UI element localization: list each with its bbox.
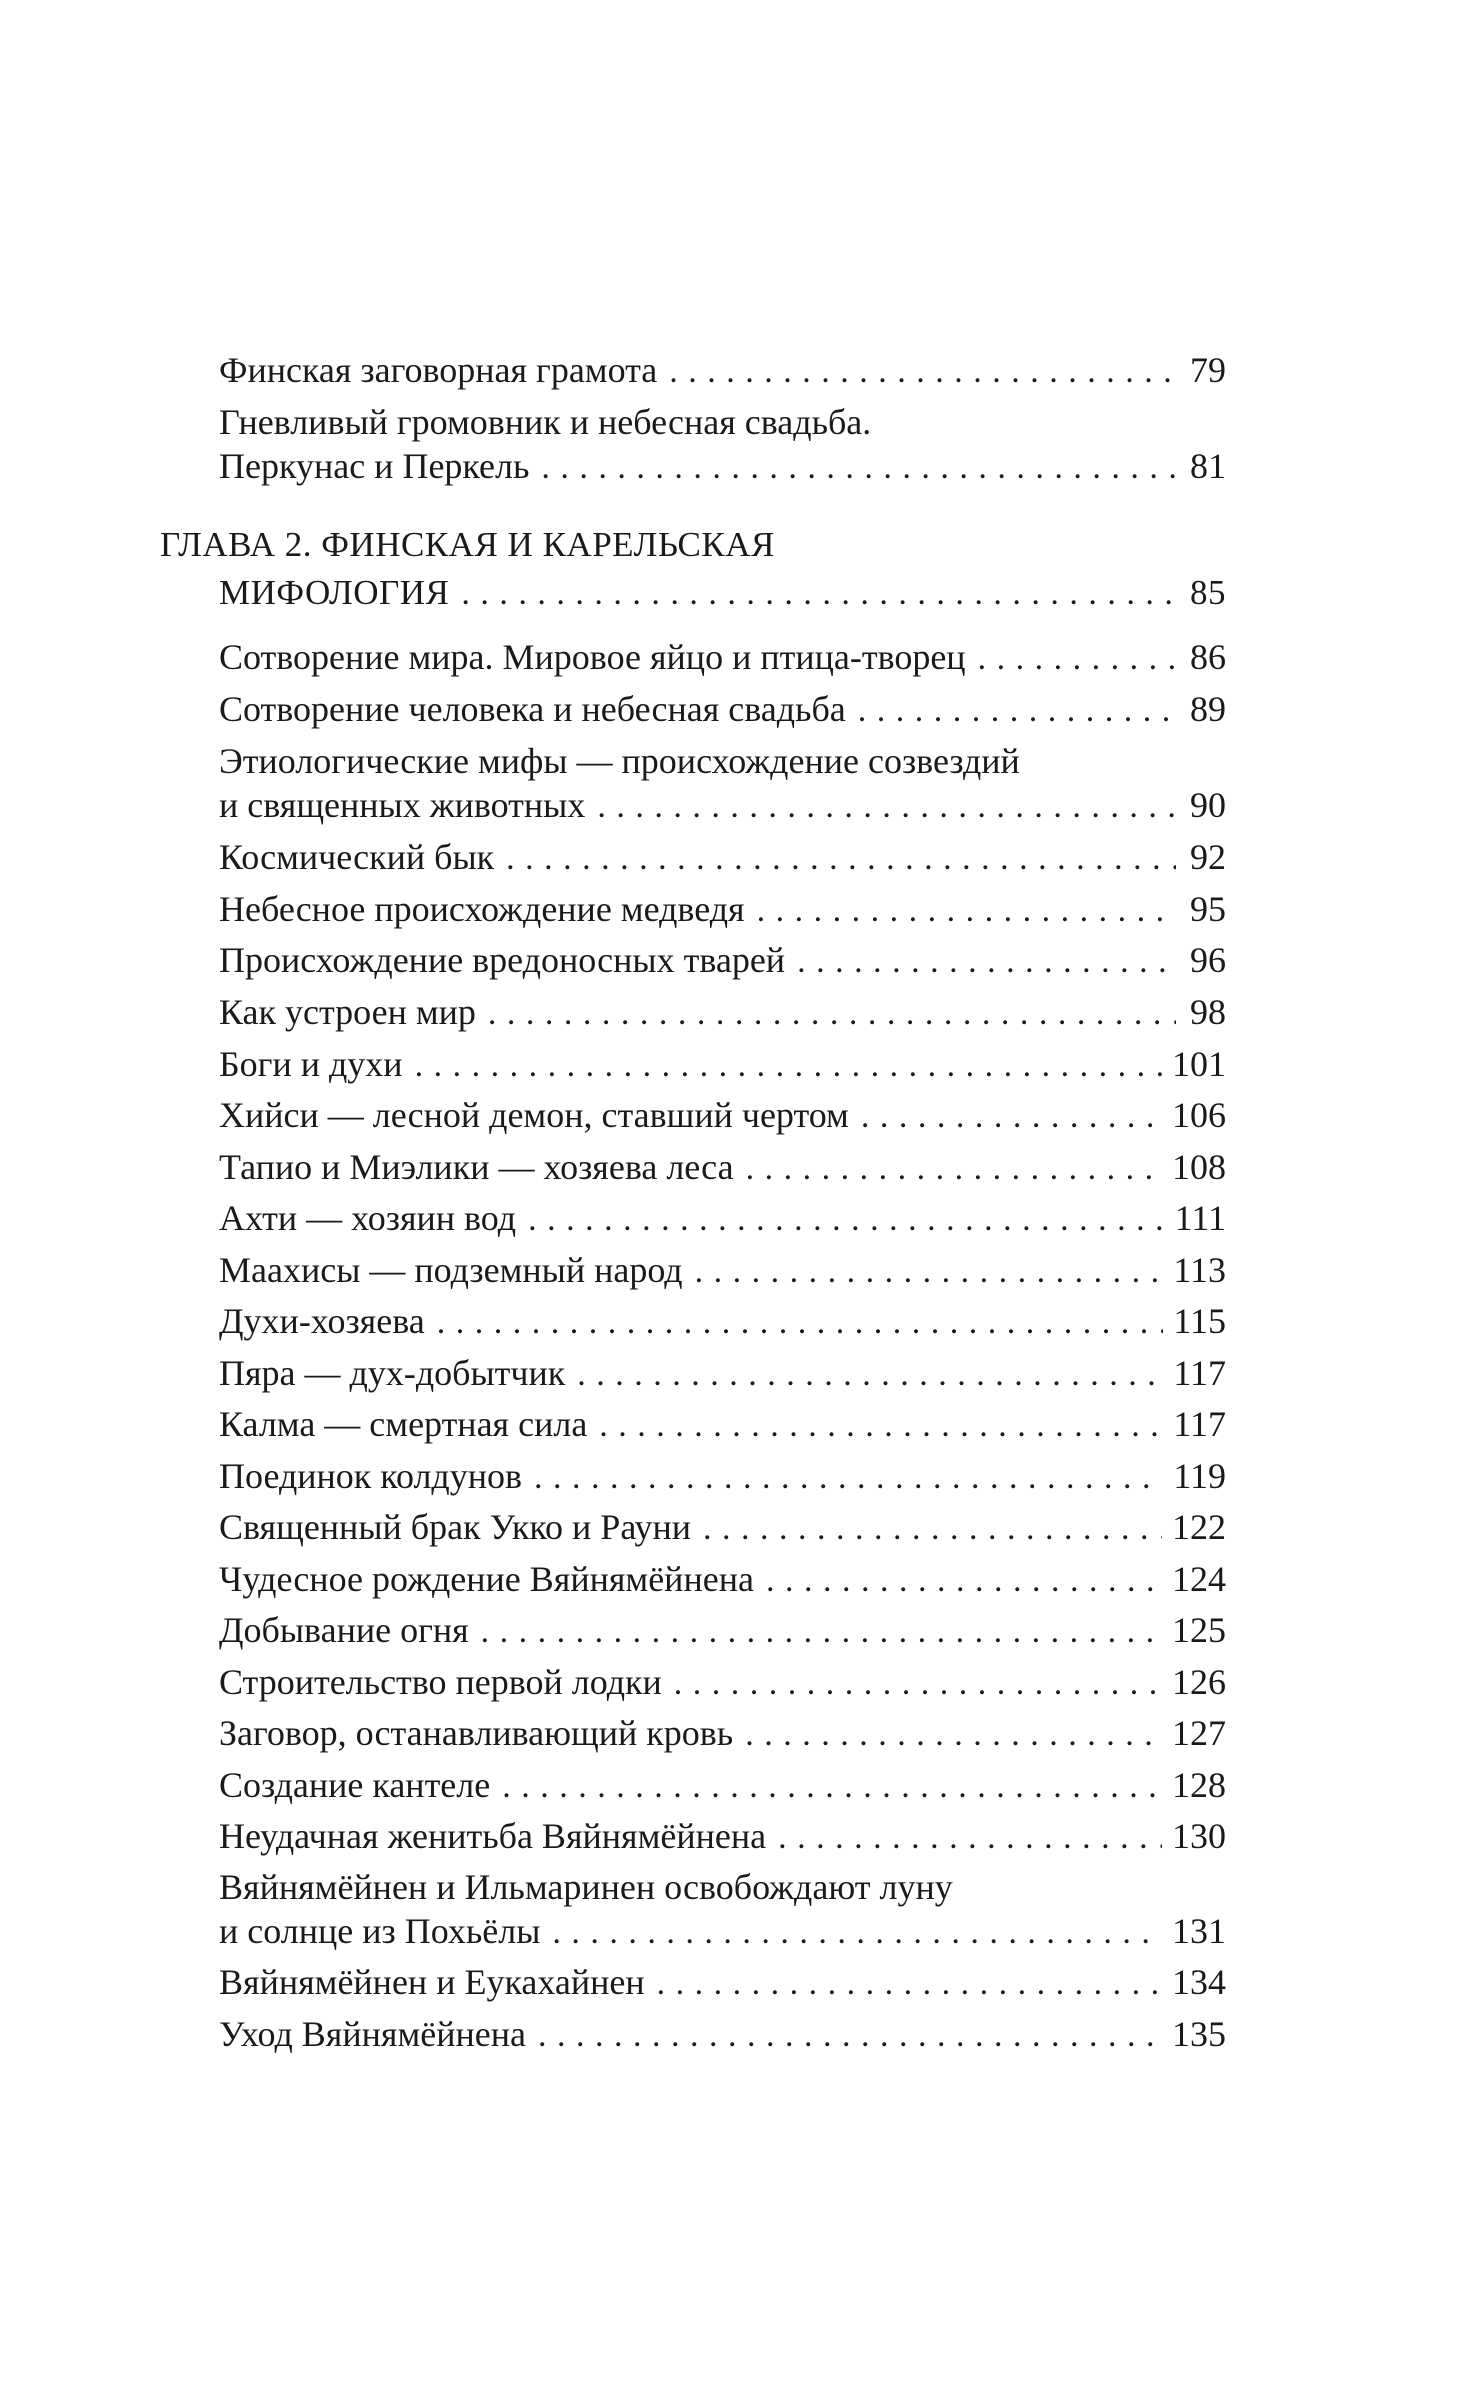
toc-entry[interactable] [219, 1090, 1226, 1140]
toc-entry-title: Сотворение мира. Мировое яйцо и птица-творец [219, 637, 966, 677]
toc-entry[interactable] [219, 780, 1226, 830]
dot-leader [674, 1657, 1162, 1707]
toc-entry[interactable] [219, 1348, 1226, 1398]
toc-entry-title: Чудесное рождение Вяйнямёйнена [219, 1559, 754, 1599]
toc-entry-title: Ахти — хозяин вод [219, 1198, 517, 1238]
toc-entry-page: 117 [1173, 1353, 1226, 1393]
toc-entry-title: Маахисы — подземный народ [219, 1250, 683, 1290]
toc-entry-title: Поединок колдунов [219, 1456, 523, 1496]
toc-entry-page: 101 [1172, 1044, 1226, 1084]
toc-entry-title: Строительство первой лодки [219, 1662, 662, 1702]
toc-entry[interactable] [219, 1906, 1226, 1956]
toc-entry-page: 108 [1172, 1147, 1226, 1187]
toc-entry-title-first-line: Гневливый громовник и небесная свадьба. [219, 402, 872, 442]
toc-entry[interactable] [219, 987, 1226, 1037]
dot-leader [745, 1708, 1162, 1758]
dot-leader [695, 1245, 1164, 1295]
toc-entry-page: 95 [1190, 889, 1226, 929]
toc-entry-page: 131 [1172, 1911, 1226, 1951]
toc-entry[interactable] [219, 1554, 1226, 1604]
dot-leader [757, 884, 1176, 934]
dot-leader [437, 1296, 1164, 1346]
toc-entry[interactable] [219, 935, 1226, 985]
chapter-heading-line[interactable] [160, 520, 1226, 570]
toc-entry-page: 130 [1172, 1816, 1226, 1856]
toc-entry-page: 126 [1172, 1662, 1226, 1702]
toc-entry-title: Происхождение вредоносных тварей [219, 940, 786, 980]
toc-entry-title: Заговор, останавливающий кровь [219, 1713, 734, 1753]
toc-entry[interactable] [219, 1657, 1226, 1707]
dot-leader [538, 2009, 1162, 2059]
dot-leader [858, 684, 1176, 734]
toc-entry-page: 86 [1190, 637, 1226, 677]
toc-entry-page: 79 [1190, 350, 1226, 390]
toc-entry-title: Духи-хозяева [219, 1301, 425, 1341]
dot-leader [978, 632, 1176, 682]
toc-entry-page: 115 [1173, 1301, 1226, 1341]
toc-entry-title: Перкунас и Перкель [219, 446, 530, 486]
toc-entry-page: 81 [1190, 446, 1226, 486]
chapter-heading-page: 85 [1190, 573, 1226, 612]
toc-entry[interactable] [219, 1760, 1226, 1810]
toc-entry-title: Неудачная женитьба Вяйнямёйнена [219, 1816, 767, 1856]
dot-leader [461, 568, 1176, 618]
dot-leader [669, 345, 1176, 395]
toc-entry-title: Тапио и Миэлики — хозяева леса [219, 1147, 734, 1187]
toc-entry-title: Уход Вяйнямёйнена [219, 2014, 526, 2054]
toc-entry-title: Добывание огня [219, 1610, 469, 1650]
toc-entry[interactable] [219, 1039, 1226, 1089]
toc-entry-page: 92 [1190, 837, 1226, 877]
toc-entry-page: 127 [1172, 1713, 1226, 1753]
toc-entry-title: Как устроен мир [219, 992, 476, 1032]
dot-leader [502, 1760, 1162, 1810]
toc-entry[interactable] [219, 1708, 1226, 1758]
dot-leader [481, 1605, 1162, 1655]
toc-entry-page: 113 [1173, 1250, 1226, 1290]
chapter-heading-title: МИФОЛОГИЯ [219, 573, 450, 612]
toc-entry[interactable] [219, 1142, 1226, 1192]
toc-entry[interactable] [219, 441, 1226, 491]
toc-entry-title: Небесное происхождение медведя [219, 889, 745, 929]
toc-entry-title: Космический бык [219, 837, 495, 877]
dot-leader [797, 935, 1176, 985]
toc-entry-title: Священный брак Укко и Рауни [219, 1507, 692, 1547]
toc-entry[interactable] [219, 1193, 1226, 1243]
toc-entry-page: 119 [1173, 1456, 1226, 1496]
toc-entry-page: 98 [1190, 992, 1226, 1032]
toc-entry-title: Сотворение человека и небесная свадьба [219, 689, 846, 729]
toc-entry-title-first-line: Этиологические мифы — происхождение созвездий [219, 741, 1020, 781]
toc-entry-title-first-line: Вяйнямёйнен и Ильмаринен освобождают луну [219, 1867, 953, 1907]
toc-entry-title-line[interactable] [219, 1862, 1226, 1912]
dot-leader [528, 1193, 1165, 1243]
toc-entry[interactable] [219, 1245, 1226, 1295]
dot-leader [577, 1348, 1163, 1398]
toc-entry-title: Боги и духи [219, 1044, 403, 1084]
toc-entry-title: Вяйнямёйнен и Еукахайнен [219, 1962, 645, 2002]
toc-entry-title: Создание кантеле [219, 1765, 491, 1805]
dot-leader [541, 441, 1176, 491]
toc-entry[interactable] [219, 1957, 1226, 2007]
chapter-heading[interactable] [219, 568, 1226, 618]
toc-entry-title: Калма — смертная сила [219, 1404, 588, 1444]
dot-leader [746, 1142, 1162, 1192]
toc-entry-page: 117 [1173, 1404, 1226, 1444]
dot-leader [597, 780, 1176, 830]
dot-leader [488, 987, 1176, 1037]
dot-leader [657, 1957, 1162, 2007]
toc-entry[interactable] [219, 684, 1226, 734]
dot-leader [766, 1554, 1162, 1604]
toc-entry-title: Финская заговорная грамота [219, 350, 658, 390]
dot-leader [778, 1811, 1162, 1861]
toc-entry-page: 90 [1190, 785, 1226, 825]
dot-leader [703, 1502, 1162, 1552]
toc-entry-page: 96 [1190, 940, 1226, 980]
dot-leader [506, 832, 1176, 882]
toc-entry-title: и священных животных [219, 785, 586, 825]
toc-entry[interactable] [219, 884, 1226, 934]
dot-leader [534, 1451, 1163, 1501]
toc-entry-page: 135 [1172, 2014, 1226, 2054]
toc-entry-page: 111 [1174, 1198, 1226, 1238]
toc-entry-page: 134 [1172, 1962, 1226, 2002]
toc-entry-page: 125 [1172, 1610, 1226, 1650]
toc-entry-page: 106 [1172, 1095, 1226, 1135]
dot-leader [861, 1090, 1162, 1140]
toc-entry[interactable] [219, 1296, 1226, 1346]
dot-leader [552, 1906, 1162, 1956]
toc-entry[interactable] [219, 1811, 1226, 1861]
toc-entry-title-line[interactable] [219, 736, 1226, 786]
dot-leader [415, 1039, 1162, 1089]
toc-entry-title: и солнце из Похьёлы [219, 1911, 541, 1951]
toc-entry[interactable] [219, 345, 1226, 395]
toc-entry[interactable] [219, 632, 1226, 682]
toc-entry-page: 89 [1190, 689, 1226, 729]
toc-entry-title: Пяра — дух-добытчик [219, 1353, 566, 1393]
dot-leader [599, 1399, 1163, 1449]
toc-entry[interactable] [219, 2009, 1226, 2059]
chapter-heading-first-line: ГЛАВА 2. ФИНСКАЯ И КАРЕЛЬСКАЯ [160, 525, 775, 564]
toc-entry[interactable] [219, 1502, 1226, 1552]
toc-entry-page: 124 [1172, 1559, 1226, 1599]
toc-entry-page: 122 [1172, 1507, 1226, 1547]
toc-entry[interactable] [219, 1399, 1226, 1449]
toc-entry-title: Хийси — лесной демон, ставший чертом [219, 1095, 849, 1135]
toc-entry-title-line[interactable] [219, 397, 1226, 447]
toc-entry[interactable] [219, 832, 1226, 882]
toc-entry-page: 128 [1172, 1765, 1226, 1805]
toc-entry[interactable] [219, 1605, 1226, 1655]
toc-entry[interactable] [219, 1451, 1226, 1501]
